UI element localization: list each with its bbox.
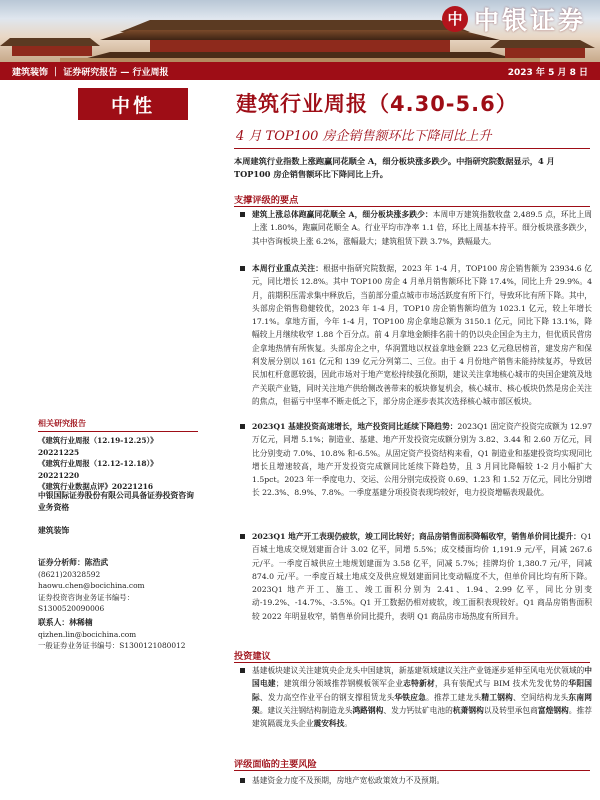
key-point-3-lead: 2023Q1 基建投资高速增长，地产投资同比延续下降趋势： xyxy=(252,422,458,431)
investment-heading: 投资建议 xyxy=(234,651,271,662)
analyst-1 xyxy=(38,557,198,615)
investment-text: ；建筑细分领域推荐钢模板领军企业 xyxy=(275,679,404,689)
sector-name: 建筑装饰 xyxy=(38,526,70,535)
investment-text: 以及转型承包商 xyxy=(483,705,538,715)
report-category-bar xyxy=(0,62,600,80)
investment-text: 。 xyxy=(344,719,352,729)
stock-name: 富煌钢构 xyxy=(537,705,569,715)
related-list xyxy=(38,435,198,493)
investment-text: 、发力高空作业平台的钢支撑租赁龙头 xyxy=(259,692,395,702)
investment-advice xyxy=(240,664,592,730)
key-point-1-text: 本周申万建筑指数收盘 2,489.5 点，环比上周上涨 1.80%，跑赢同花顺全 A。行业平均市净率 1.1 倍，环比上周基本持平。细分板块涨多跌少，其中咨询板块上涨 6.2%，涨幅最大；建筑租赁下跌 3.7%，跌幅最大。 xyxy=(252,210,592,246)
analyst-1-email: haowu.chen@bocichina.com xyxy=(38,581,145,590)
report-date: 2023 年 5 月 8 日 xyxy=(507,67,588,78)
key-points-heading: 支撑评级的要点 xyxy=(234,195,299,206)
report-title: 建筑行业周报（4.30-5.6） xyxy=(236,92,518,116)
related-divider xyxy=(38,431,198,432)
brand-logo xyxy=(442,4,586,34)
related-item: 《建筑行业周报（12.12-12.18）》20221220 xyxy=(38,459,158,480)
boc-logo-icon: 中 xyxy=(442,6,468,32)
key-point-1 xyxy=(240,208,592,248)
investment-text: 中国建筑，新基建领域建议关注产业链逐步延伸至风电光伏领域的 xyxy=(360,666,585,675)
stock-name: 志特新材 xyxy=(403,679,435,689)
key-point-2-lead: 本周行业重点关注： xyxy=(252,264,324,273)
risk-heading: 评级面临的主要风险 xyxy=(234,759,317,770)
bullet-icon xyxy=(240,534,245,539)
key-point-3-text: 2023Q1 固定资产投资完成额为 12.97 万亿元，同增 5.1%；制造业、基建、地产开发投资完成额分别为 3.82、3.44 和 2.60 万亿元，同比分别变动 7.0%、10.8% 和-6.5%。从固定资产投资结构来看，Q1 制造业和基建投资均实现同比增长且增速较高，地产开发投资完成额同比延续下降趋势，且 3 月同比降幅较 1-2 月小幅扩大 1.5pct。2023 年一季度电力、交运、公用分别完成投资 0.69、1.23 和 1.52 万亿元，同比分别增长 22.3%、8.9%、7.8%。一季度基建分项投资表现均较好，电力投资增幅表现最优。 xyxy=(252,422,592,498)
investment-divider xyxy=(234,662,590,663)
stock-name: 华阳国际 xyxy=(252,679,592,702)
analyst-1-phone: (8621)20328592 xyxy=(38,569,101,579)
investment-text: 。推荐建筑隔震龙头企业 xyxy=(252,705,592,729)
investment-text: 、发力钙钛矿电池的 xyxy=(383,705,453,715)
brand-name: 中银证券 xyxy=(473,6,586,35)
analyst-2-name: 联系人：林稀楠 xyxy=(38,618,93,627)
related-item: 《建筑行业周报（12.19-12.25）》20221225 xyxy=(38,436,158,457)
key-points-divider xyxy=(234,206,590,207)
key-point-1-lead: 建筑上涨总体跑赢同花顺全 A，细分板块涨多跌少： xyxy=(252,210,433,219)
analyst-2-cert: 一般证券业务证书编号：S1300121080012 xyxy=(38,641,186,650)
header-banner xyxy=(0,0,600,62)
bullet-icon xyxy=(240,266,245,271)
key-point-2 xyxy=(240,262,592,408)
analyst-1-cert: 证券投资咨询业务证书编号：S1300520090006 xyxy=(38,592,135,613)
bullet-icon xyxy=(240,424,245,429)
company-qualification: 中银国际证券股份有限公司具备证券投资咨询业务资格 xyxy=(38,491,194,512)
key-point-4-text: Q1 百城土地成交规划建面合计 3.02 亿平，同增 5.5%；成交楼面均价 1,191.9 元/平，同减 267.6 元/平。一季度百城供应土地规划建面为 3.58 亿平，同减 5.7%；挂牌均价 1,380.7 元/平，同减 874.0 元/平。一季度百城土地成交及供应规划建面同比变动幅度不大，但单价同比均有所下降。2023Q1 地产开工、施工、竣工面积分别为 2.41、1.94、2.99 亿平，同比分别变动-19.2%、-14.7%、-3.5%。Q1 开工数据仍相对疲软，竣工面积表现较好。Q1 商品房销售面积较 2022 年明显收窄，销售单价同比提升，表明 Q1 商品房市场热度有所回升。 xyxy=(252,532,592,621)
related-research xyxy=(38,418,198,430)
bullet-icon xyxy=(240,778,245,783)
stock-name: 鸿路钢构 xyxy=(352,705,384,715)
key-point-2-text: 根据中指研究院数据，2023 年 1-4 月，TOP100 房企销售额为 23934.6 亿元，同比增长 12.8%。其中 TOP100 房企 4 月单月销售额环比下降 17.4%，同比上升 29.9%。4 月，前期积压需求集中释放后，当前部分重点城市市场活跃度有所下行，导致环比有所下降。其中，头部房企销售稳健较优，2023 年 1-4 月，TOP10 房企销售额均值为 1023.1 亿元，较上年增长 17.1%。拿地方面，今年 1-4 月，TOP100 房企拿地总额为 3150.1 亿元，同比下降 13.1%，降幅较上月继续收窄 1.88 个百分点。前 4 月拿地金额排名前十的仍以央企国企为主力，但优质民营房企拿地热情有所恢复。头部房企之中，华润置地以权益拿地金额 223 亿元稳居榜首，建发房产和保利发展分别以 161 亿元和 139 亿元分列第二、三位。由于 4 月份地产销售未能持续复苏，导致居民加杠杆意愿较弱，因此市场对于地产宽松持续强化预期，建议关注拿地核心城市的央国企建筑及地产关联产业链，同时关注地产供给侧改善带来的板块修复机会，核心城市、核心板块仍然是房企关注的焦点，但福亏中坚率不断走低之下，部分房企逐步表其次选择核心城市部区板块。 xyxy=(252,264,592,406)
analyst-1-name: 证券分析师：陈浩武 xyxy=(38,558,109,567)
stock-name: 中国电建 xyxy=(252,666,592,689)
stock-name: 东南网架 xyxy=(252,692,592,715)
risk-divider xyxy=(234,770,590,771)
risk-text: 基建资金力度不及预期，房地产宽松政策效力不及预期。 xyxy=(252,776,445,785)
key-point-4-lead: 2023Q1 地产开工表现仍疲软，竣工同比转好；商品房销售面积降幅收窄，销售单价同比提升： xyxy=(252,532,581,541)
key-point-3 xyxy=(240,420,592,500)
related-heading: 相关研究报告 xyxy=(38,419,86,428)
report-subtitle: 4 月 TOP100 房企销售额环比下降同比上升 xyxy=(236,129,492,144)
title-divider xyxy=(234,148,590,149)
investment-lead: 基建板块建议关注建筑央企龙头 xyxy=(252,666,361,675)
key-point-4 xyxy=(240,530,592,623)
investment-text: ，具有装配式与 BIM 技术先发优势的 xyxy=(435,679,569,689)
investment-text: 。建议关注钢结构制造龙头 xyxy=(259,705,353,715)
risk-item xyxy=(240,774,592,787)
rating-badge: 中性 xyxy=(78,88,188,120)
stock-name: 华铁应急 xyxy=(394,692,427,702)
stock-name: 杭萧钢构 xyxy=(452,705,484,715)
investment-text: 。推荐工建龙头 xyxy=(426,692,482,702)
stock-name: 震安科技 xyxy=(313,719,345,729)
investment-text: 、空间结构龙头 xyxy=(513,692,569,702)
bullet-icon xyxy=(240,668,245,673)
bullet-icon xyxy=(240,212,245,217)
report-category: 建筑装饰 ｜ 证券研究报告 — 行业周报 xyxy=(12,67,169,78)
abstract: 本周建筑行业指数上涨跑赢同花顺全 A，细分板块涨多跌少。中指研究院数据显示，4 月 TOP100 房企销售额环比下降同比上升。 xyxy=(234,156,555,179)
analyst-2 xyxy=(38,617,198,652)
related-item: 《建筑行业数据点评》20221216 xyxy=(38,482,154,491)
stock-name: 精工钢构 xyxy=(481,692,514,702)
analyst-2-email: qizhen.lin@bocichina.com xyxy=(38,629,137,639)
